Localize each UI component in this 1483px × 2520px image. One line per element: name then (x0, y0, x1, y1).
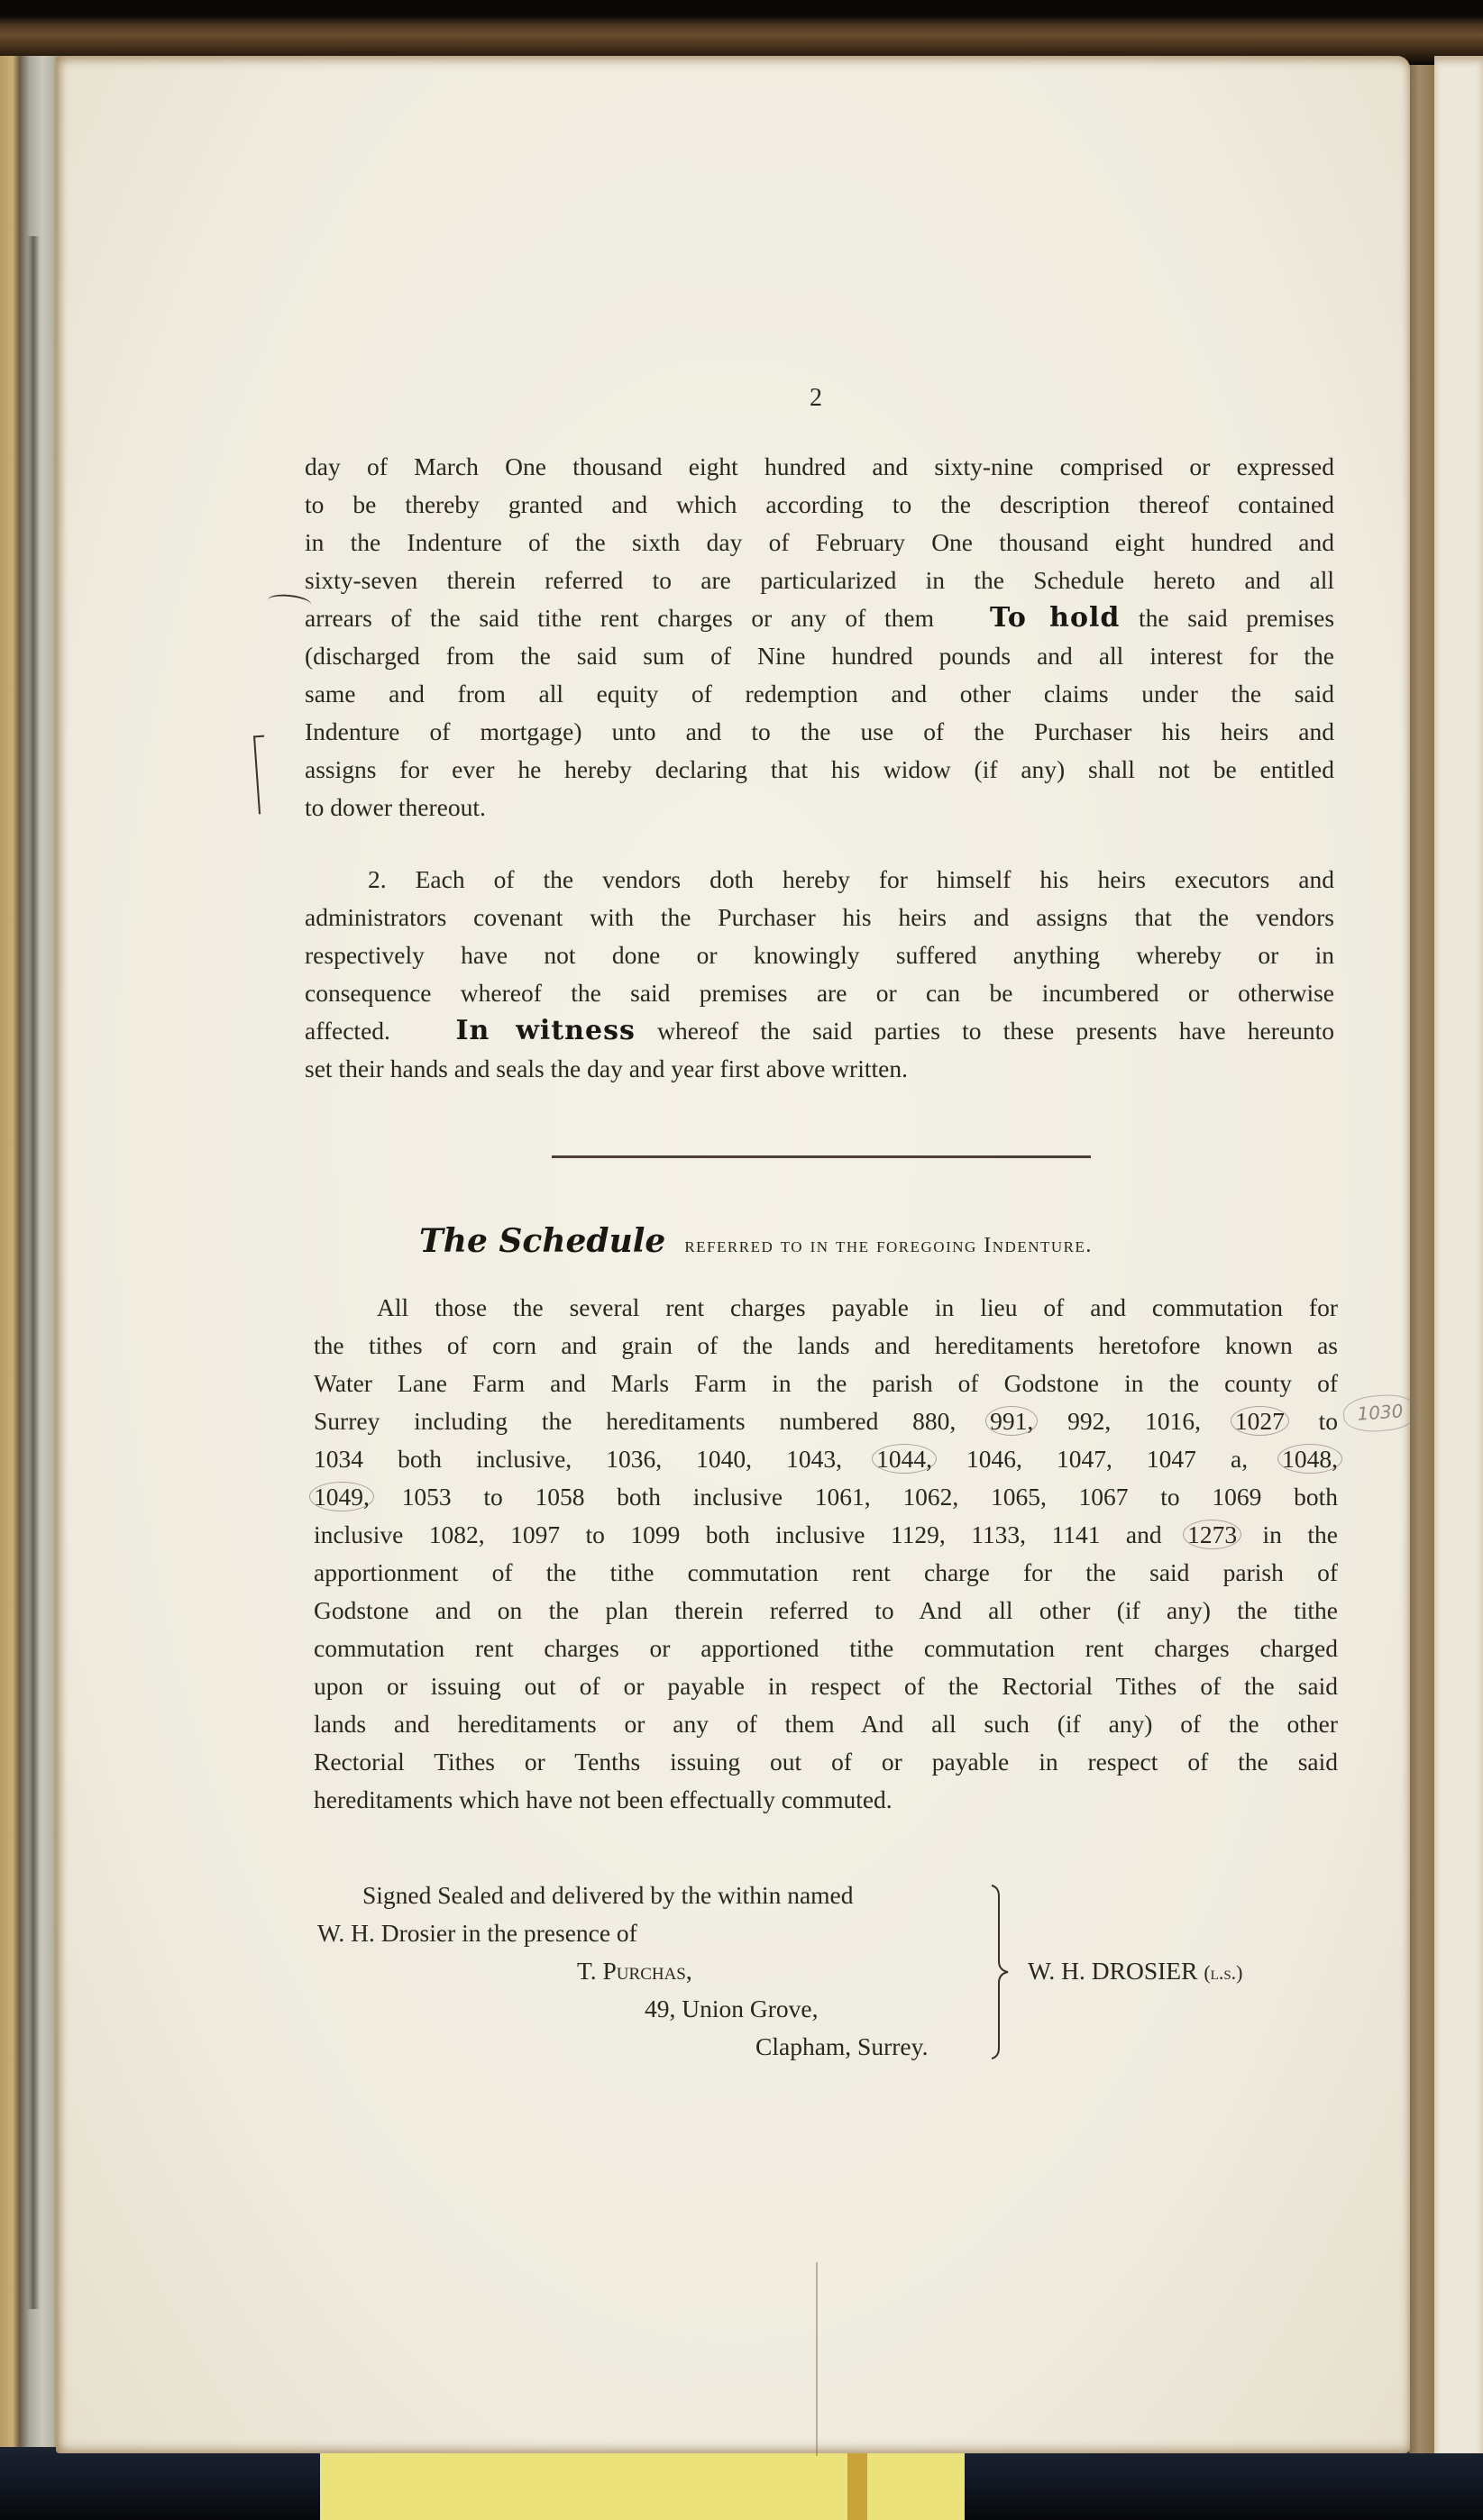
text-line: (discharged from the said sum of Nine hundred pounds and all interest for the (305, 642, 1334, 670)
blackletter-in-witness: In witness (455, 1015, 636, 1046)
signatory (1028, 1952, 1243, 1992)
text-line: to be thereby granted and which according to the description thereof contained (305, 490, 1334, 518)
witness-address: Clapham, Surrey. (755, 2032, 929, 2060)
text-line (305, 1012, 1334, 1050)
text-line: commutation rent charges or apportioned tithe commutation rent charges charged (314, 1634, 1338, 1662)
text-line: the tithes of corn and grain of the lands and hereditaments heretofore known as (314, 1331, 1338, 1359)
tab-stripe (847, 2450, 867, 2520)
text-line: Indenture of mortgage) unto and to the use of the Purchaser his heirs and (305, 717, 1334, 745)
text-fragment: Surrey including the hereditaments numbered 880, (314, 1407, 957, 1435)
text-line: administrators covenant with the Purchaser his heirs and assigns that the vendors (305, 903, 1334, 931)
text-line: All those the several rent charges payable in lieu of and commutation for (377, 1293, 1338, 1321)
signatory-name: W. H. DROSIER (1028, 1957, 1198, 1985)
text-line (314, 1440, 1338, 1478)
yellow-index-tab (320, 2450, 965, 2520)
text-line: Water Lane Farm and Marls Farm in the parish of Godstone in the county of (314, 1369, 1338, 1397)
circled-number: 1027 (1231, 1406, 1289, 1436)
schedule-title-blackletter: The Schedule (419, 1222, 666, 1260)
blackletter-to-hold: To hold (990, 602, 1121, 634)
text-line: apportionment of the tithe commutation rent charge for the said parish of (314, 1558, 1338, 1586)
text-line: Godstone and on the plan therein referred to And all other (if any) the tithe (314, 1596, 1338, 1624)
text-line: hereditaments which have not been effectually commuted. (314, 1785, 893, 1813)
text-line (305, 599, 1334, 637)
paragraph-schedule (314, 1289, 1338, 1819)
attestation-line: W. H. Drosier in the presence of (317, 1919, 637, 1947)
text-fragment: affected. (305, 1017, 390, 1045)
circled-number: 1273 (1183, 1520, 1241, 1549)
text-fragment: to (1318, 1407, 1339, 1435)
text-line: day of March One thousand eight hundred and sixty-nine comprised or expressed (305, 452, 1334, 480)
text-fragment: the said premises (1139, 604, 1335, 632)
witness-name: T. Purchas, (577, 1957, 692, 1985)
text-line (314, 1478, 1338, 1516)
text-line (314, 1402, 1338, 1440)
text-line: assigns for ever he hereby declaring that his widow (if any) shall not be entitled (305, 755, 1334, 783)
circled-number: 1048, (1277, 1444, 1342, 1474)
text-fragment: 992, 1016, (1067, 1407, 1201, 1435)
text-line: set their hands and seals the day and year first above written. (305, 1055, 908, 1082)
paragraph-habendum (305, 448, 1334, 826)
text-line: consequence whereof the said premises are or can be incumbered or otherwise (305, 979, 1334, 1007)
text-line: 2. Each of the vendors doth hereby for himself his heirs executors and (368, 865, 1334, 893)
page-number: 2 (810, 384, 822, 412)
seal-mark: (l.s.) (1204, 1961, 1243, 1984)
circled-number: 1044, (872, 1444, 937, 1474)
text-line: Rectorial Tithes or Tenths issuing out of or payable in respect of the said (314, 1748, 1338, 1776)
text-line: respectively have not done or knowingly suffered anything whereby or in (305, 941, 1334, 969)
adjacent-page-edge (1434, 56, 1483, 2453)
text-line: to dower thereout. (305, 793, 486, 821)
text-line (314, 1516, 1338, 1554)
text-fragment: arrears of the said tithe rent charges or any of them (305, 604, 934, 632)
text-fragment: inclusive 1082, 1097 to 1099 both inclusive 1129, 1133, 1141 and (314, 1520, 1162, 1548)
book-top-edge (0, 0, 1483, 63)
schedule-subtitle: referred to in the foregoing Indenture. (684, 1234, 1093, 1257)
text-fragment: in the (1262, 1520, 1338, 1548)
circled-number: 1049, (309, 1482, 374, 1511)
text-fragment: 1053 to 1058 both inclusive 1061, 1062, 1065, 1067 to 1069 both (401, 1483, 1339, 1511)
attestation-line: Signed Sealed and delivered by the within named (362, 1881, 854, 1909)
text-line: in the Indenture of the sixth day of February One thousand eight hundred and (305, 528, 1334, 556)
section-divider-rule (552, 1155, 1091, 1158)
circled-number: 991, (985, 1406, 1038, 1436)
attestation-brace (990, 1884, 1012, 2060)
text-fragment: 1046, 1047, 1047 a, (966, 1445, 1249, 1473)
paragraph-covenant (305, 861, 1334, 1088)
handwritten-margin-note: 1030 (1342, 1392, 1419, 1434)
text-line: same and from all equity of redemption and other claims under the said (305, 680, 1334, 708)
text-fragment: whereof the said parties to these presents have hereunto (657, 1017, 1335, 1045)
text-line: sixty-seven therein referred to are particularized in the Schedule hereto and all (305, 566, 1334, 594)
text-fragment: 1034 both inclusive, 1036, 1040, 1043, (314, 1445, 843, 1473)
schedule-heading (419, 1222, 1231, 1260)
text-line: upon or issuing out of or payable in respect of the Rectorial Tithes of the said (314, 1672, 1338, 1700)
witness-address: 49, Union Grove, (645, 1995, 819, 2022)
paper-tear (816, 2262, 818, 2456)
page-gutter (1409, 65, 1434, 2453)
text-line: lands and hereditaments or any of them And all such (if any) of the other (314, 1710, 1338, 1738)
